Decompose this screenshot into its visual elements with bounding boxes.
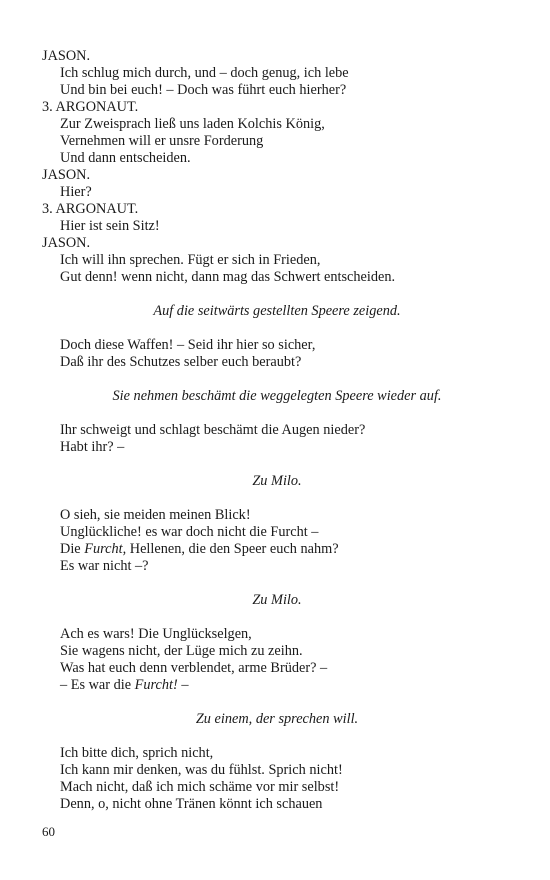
spacer <box>42 371 512 388</box>
verse-line: Doch diese Waffen! – Seid ihr hier so sicher, <box>60 337 316 353</box>
verse-line <box>60 677 512 694</box>
spacer <box>42 609 512 626</box>
verse-line: Ich schlug mich durch, und – doch genug, ich lebe <box>60 65 349 81</box>
verse-line: Sie wagens nicht, der Lüge mich zu zeihn. <box>60 643 303 659</box>
spacer <box>42 405 512 422</box>
text-span: – Es war die <box>60 677 135 693</box>
verse-line: Hier ist sein Sitz! <box>60 218 160 234</box>
verse-line: Daß ihr des Schutzes selber euch beraubt? <box>60 354 302 370</box>
spacer <box>42 728 512 745</box>
verse-line <box>60 541 512 558</box>
emphasis: Furcht! <box>134 677 178 693</box>
spacer <box>42 575 512 592</box>
verse-line: Unglückliche! es war doch nicht die Furcht – <box>60 524 319 540</box>
spacer <box>42 320 512 337</box>
play-text <box>42 48 512 813</box>
verse-line: Zur Zweisprach ließ uns laden Kolchis König, <box>60 116 325 132</box>
stage-direction: Zu Milo. <box>252 592 302 608</box>
verse-line: Denn, o, nicht ohne Tränen könnt ich schauen <box>60 796 323 812</box>
verse-line: Hier? <box>60 184 92 200</box>
verse-line: Und dann entscheiden. <box>60 150 191 166</box>
speaker-name: JASON. <box>42 48 91 64</box>
text-span: – <box>177 677 189 693</box>
verse-line: Ach es wars! Die Unglückselgen, <box>60 626 252 642</box>
page-number: 60 <box>42 824 55 839</box>
spacer <box>42 456 512 473</box>
verse-line: Ich kann mir denken, was du fühlst. Sprich nicht! <box>60 762 343 778</box>
stage-direction: Auf die seitwärts gestellten Speere zeigend. <box>153 303 401 319</box>
verse-line: O sieh, sie meiden meinen Blick! <box>60 507 251 523</box>
speaker-name: 3. ARGONAUT. <box>42 201 139 217</box>
verse-line: Es war nicht –? <box>60 558 149 574</box>
verse-line: Habt ihr? – <box>60 439 125 455</box>
verse-line: Gut denn! wenn nicht, dann mag das Schwert entscheiden. <box>60 269 396 285</box>
verse-line: Was hat euch denn verblendet, arme Brüder? – <box>60 660 328 676</box>
spacer <box>42 286 512 303</box>
stage-direction: Zu Milo. <box>252 473 302 489</box>
stage-direction: Zu einem, der sprechen will. <box>195 711 359 727</box>
text-span: Die <box>60 541 85 557</box>
verse-line: Ich will ihn sprechen. Fügt er sich in Frieden, <box>60 252 321 268</box>
spacer <box>42 490 512 507</box>
verse-line: Ihr schweigt und schlagt beschämt die Augen nieder? <box>60 422 366 438</box>
speaker-name: JASON. <box>42 167 91 183</box>
speaker-name: 3. ARGONAUT. <box>42 99 139 115</box>
spacer <box>42 694 512 711</box>
text-span: Hellenen, die den Speer euch nahm? <box>126 541 339 557</box>
verse-line: Mach nicht, daß ich mich schäme vor mir selbst! <box>60 779 340 795</box>
verse-line: Vernehmen will er unsre Forderung <box>60 133 264 149</box>
verse-line: Und bin bei euch! – Doch was führt euch hierher? <box>60 82 347 98</box>
verse-line: Ich bitte dich, sprich nicht, <box>60 745 214 761</box>
stage-direction: Sie nehmen beschämt die weggelegten Speere wieder auf. <box>112 388 442 404</box>
speaker-name: JASON. <box>42 235 91 251</box>
emphasis: Furcht, <box>84 541 127 557</box>
